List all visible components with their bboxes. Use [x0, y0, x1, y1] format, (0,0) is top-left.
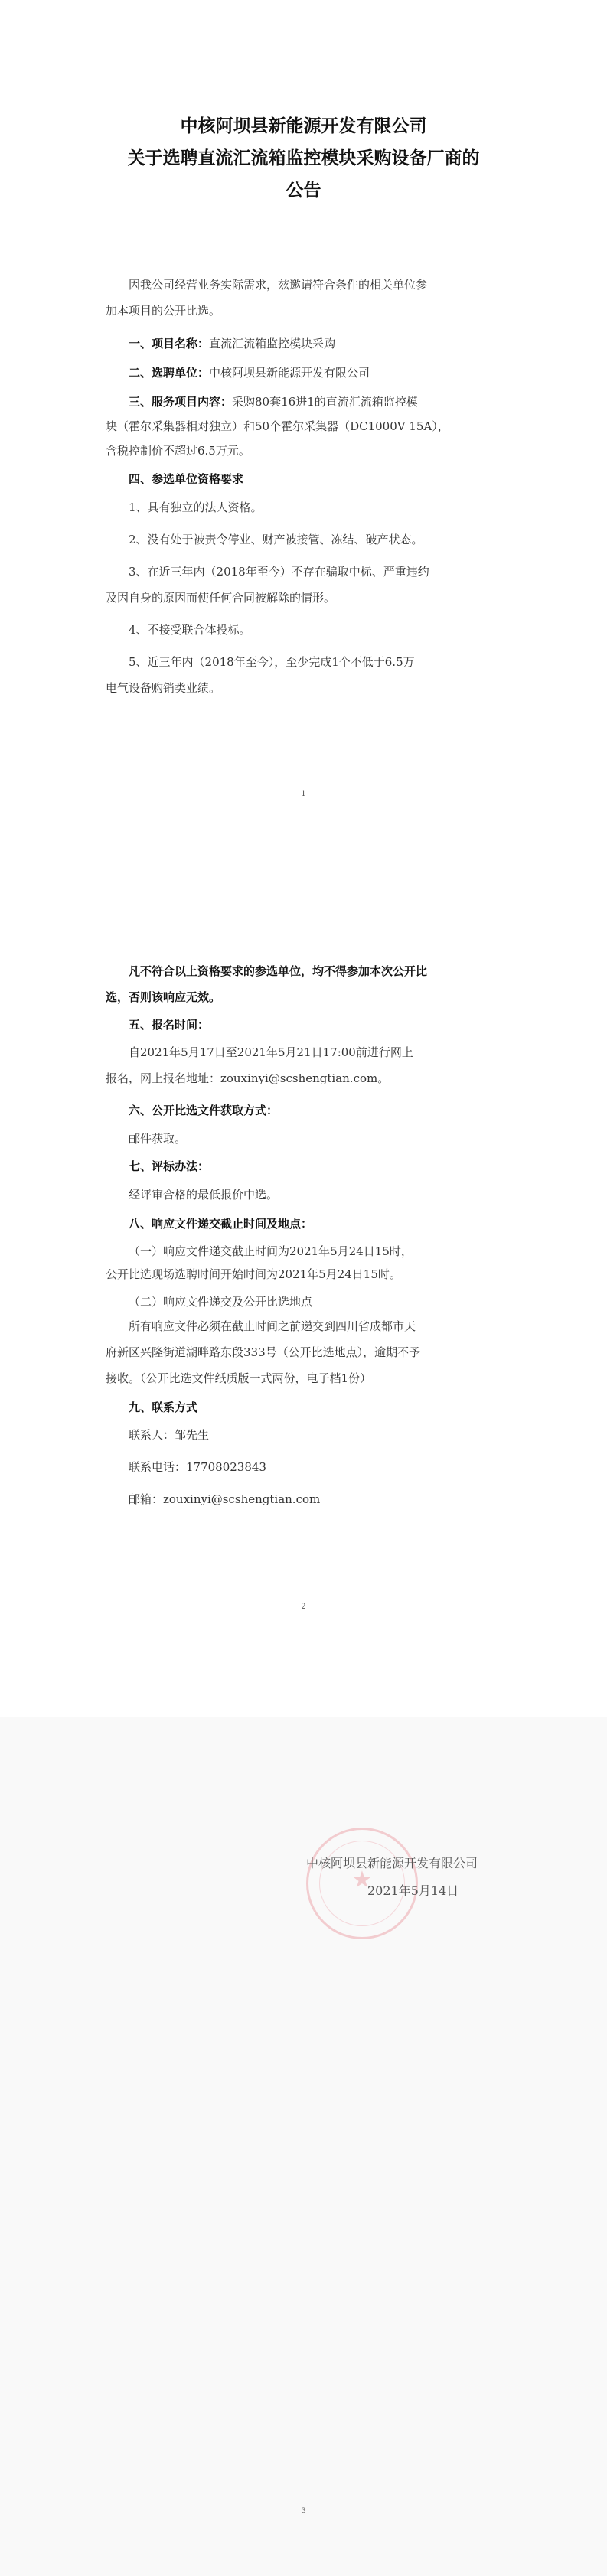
- submission-item-2-line-3: 接收。（公开比选文件纸质版一式两份，电子档1份）: [106, 1371, 372, 1385]
- qualification-item-1: 1、具有独立的法人资格。: [129, 501, 263, 514]
- qualifications-heading: 四、参选单位资格要求: [129, 472, 244, 486]
- registration-line-2: 报名，网上报名地址：zouxinyi@scshengtian.com。: [106, 1071, 390, 1085]
- submission-heading: 八、响应文件递交截止时间及地点：: [129, 1217, 313, 1231]
- submission-item-1-line-1: （一）响应文件递交截止时间为2021年5月24日15时，: [129, 1244, 413, 1258]
- qualification-item-3-line-2: 及因自身的原因而使任何合同被解除的情形。: [106, 591, 336, 605]
- employer-unit-value: 中核阿坝县新能源开发有限公司: [209, 366, 370, 380]
- page-number-2: 2: [301, 1603, 306, 1611]
- submission-item-1-line-2: 公开比选现场选聘时间开始时间为2021年5月24日15时。: [106, 1267, 401, 1281]
- page-number-1: 1: [301, 790, 306, 798]
- document-access-heading: 六、公开比选文件获取方式：: [129, 1104, 279, 1117]
- qualification-item-2: 2、没有处于被责令停业、财产被接管、冻结、破产状态。: [129, 533, 423, 546]
- page-title-line-1: 中核阿坝县新能源开发有限公司: [180, 116, 427, 136]
- scope-line-1: [129, 393, 418, 409]
- scope-line-2: 块（霍尔采集器相对独立）和50个霍尔采集器（DC1000V 15A），: [106, 419, 449, 433]
- project-name-label: 一、项目名称：: [129, 337, 210, 351]
- scope-label: 三、服务项目内容：: [129, 395, 233, 409]
- qualification-note-line-1: 凡不符合以上资格要求的参选单位，均不得参加本次公开比: [129, 964, 428, 978]
- scope-line-3: 含税控制价不超过6.5万元。: [106, 444, 250, 458]
- contact-phone: 联系电话：17708023843: [129, 1460, 266, 1474]
- project-name-value: 直流汇流箱监控模块采购: [209, 337, 336, 351]
- scope-value: 采购80套16进1的直流汇流箱监控模: [232, 395, 418, 409]
- intro-text-line-1: 因我公司经营业务实际需求，兹邀请符合条件的相关单位参: [129, 278, 428, 292]
- evaluation-heading: 七、评标办法：: [129, 1159, 210, 1173]
- project-name: [129, 335, 335, 351]
- contact-person: 联系人：邹先生: [129, 1428, 210, 1442]
- registration-line-1: 自2021年5月17日至2021年5月21日17:00前进行网上: [129, 1045, 413, 1059]
- employer-unit-label: 二、选聘单位：: [129, 366, 210, 380]
- company-seal: ★: [306, 1828, 418, 1939]
- document-access-value: 邮件获取。: [129, 1132, 187, 1146]
- submission-item-2: （二）响应文件递交及公开比选地点: [129, 1295, 313, 1309]
- signature-company: 中核阿坝县新能源开发有限公司: [306, 1856, 478, 1870]
- qualification-item-5-line-1: 5、近三年内（2018年至今），至少完成1个不低于6.5万: [129, 655, 415, 669]
- qualification-note-line-2: 选，否则该响应无效。: [106, 990, 221, 1004]
- signature-date: 2021年5月14日: [367, 1883, 459, 1898]
- submission-item-2-line-2: 府新区兴隆街道湖畔路东段333号（公开比选地点），逾期不予: [106, 1345, 421, 1359]
- page-title-line-2: 关于选聘直流汇流箱监控模块采购设备厂商的: [127, 148, 480, 168]
- qualification-item-3-line-1: 3、在近三年内（2018年至今）不存在骗取中标、严重违约: [129, 565, 429, 579]
- page-1: [0, 0, 607, 859]
- employer-unit: [129, 364, 370, 380]
- submission-item-2-line-1: 所有响应文件必须在截止时间之前递交到四川省成都市天: [129, 1319, 416, 1333]
- page-number-3: 3: [301, 2507, 306, 2516]
- intro-text-line-2: 加本项目的公开比选。: [106, 304, 221, 318]
- page-title-line-3: 公告: [286, 181, 321, 201]
- qualification-item-5-line-2: 电气设备购销类业绩。: [106, 681, 221, 695]
- page-2: [0, 859, 607, 1717]
- page-3: [0, 1717, 607, 2576]
- evaluation-value: 经评审合格的最低报价中选。: [129, 1188, 279, 1202]
- contact-email: 邮箱：zouxinyi@scshengtian.com: [129, 1492, 321, 1506]
- contact-heading: 九、联系方式: [129, 1400, 198, 1414]
- qualification-item-4: 4、不接受联合体投标。: [129, 623, 251, 637]
- registration-heading: 五、报名时间：: [129, 1018, 210, 1032]
